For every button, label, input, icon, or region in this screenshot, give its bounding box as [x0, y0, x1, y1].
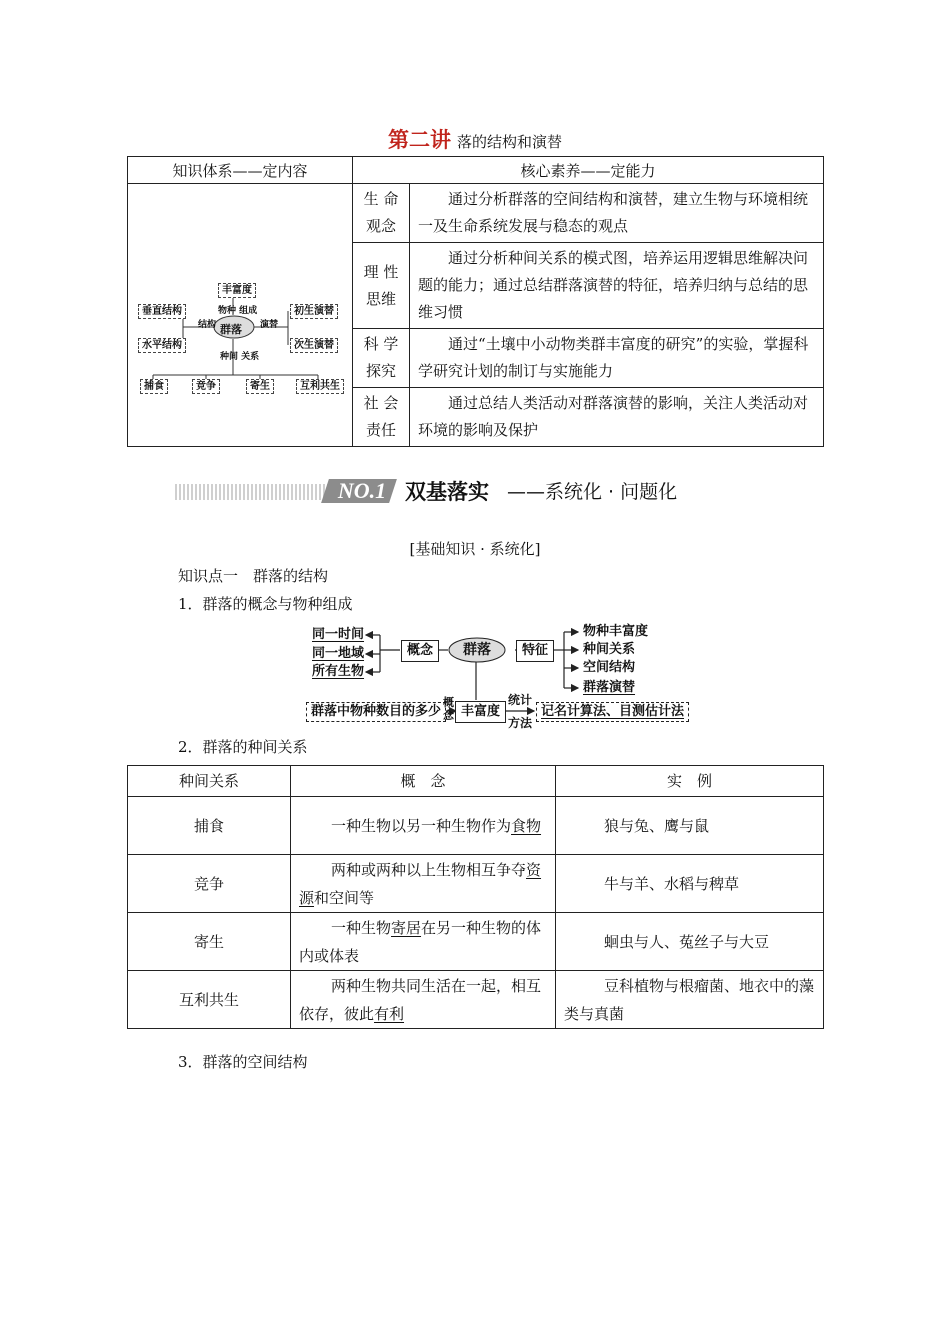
literacy-description: 通过分析种间关系的模式图，培养运用逻辑思维解决问题的能力；通过总结群落演替的特征，培养归纳与总结的思维习惯 [410, 243, 824, 329]
relations-header-concept: 概 念 [291, 766, 556, 797]
statistics-label: 统计 [508, 693, 533, 707]
table-row [128, 855, 824, 913]
statistical-methods: 记名计算法、目测估计法 [536, 702, 689, 722]
table-row [128, 971, 824, 1029]
relation-concept: 两种生物共同生活在一起，相互依存，彼此有利 [291, 971, 556, 1029]
relation-name: 捕食 [128, 797, 291, 855]
relations-header-example: 实 例 [556, 766, 824, 797]
table-row [128, 797, 824, 855]
richness-box: 丰富度 [455, 701, 506, 723]
relation-concept: 一种生物以另一种生物作为食物 [291, 797, 556, 855]
concept-item-same-area: 同一地域 [312, 646, 365, 661]
banner-title: 双基落实 [405, 480, 489, 504]
knowledge-mindmap [128, 187, 352, 443]
mindmap-parasitism: 寄生 [246, 379, 274, 394]
lecture-topic: 落的结构和演替 [456, 133, 562, 151]
richness-concept-label: 概念 [443, 696, 454, 722]
mindmap-horizontal-structure: 水平结构 [138, 338, 186, 353]
overview-header-left: 知识体系——定内容 [128, 157, 353, 184]
feature-interspecific: 种间关系 [583, 642, 636, 657]
knowledge-point-heading: 知识点一 群落的结构 [178, 567, 329, 585]
lecture-title [0, 124, 950, 154]
feature-spatial-structure: 空间结构 [583, 660, 636, 675]
mindmap-right-label: 演替 [260, 320, 279, 330]
overview-header-right: 核心素养——定能力 [353, 157, 824, 184]
feature-box: 特征 [516, 640, 554, 662]
section-tag: [基础知识 · 系统化] [409, 540, 541, 558]
section-banner [175, 478, 775, 508]
mindmap-top-label: 物种 组成 [218, 306, 258, 316]
mindmap-bottom-label: 种间 关系 [220, 352, 260, 362]
item-1-heading: 1．群落的概念与物种组成 [178, 595, 353, 613]
mindmap-primary-succession: 初生演替 [290, 304, 338, 319]
mindmap-richness: 丰富度 [218, 283, 256, 298]
method-label: 方法 [508, 716, 533, 730]
banner-stripes [175, 484, 335, 500]
item-2-heading: 2．群落的种间关系 [178, 738, 308, 756]
banner-subtitle: ——系统化 · 问题化 [507, 481, 678, 503]
relation-example: 蛔虫与人、菟丝子与大豆 [556, 913, 824, 971]
relation-example: 牛与羊、水稻与稗草 [556, 855, 824, 913]
literacy-description: 通过总结人类活动对群落演替的影响，关注人类活动对环境的影响及保护 [410, 388, 824, 447]
mindmap-vertical-structure: 垂直结构 [138, 304, 186, 319]
concept-box: 概念 [401, 640, 439, 662]
community-concept-diagram [300, 620, 690, 730]
mindmap-left-label: 结构 [198, 320, 217, 330]
feature-richness: 物种丰富度 [583, 624, 649, 639]
knowledge-mindmap-cell [128, 184, 353, 447]
mindmap-secondary-succession: 次生演替 [290, 338, 338, 353]
relation-example: 豆科植物与根瘤菌、地衣中的藻类与真菌 [556, 971, 824, 1029]
mindmap-center: 群落 [220, 323, 242, 336]
feature-succession: 群落演替 [583, 680, 636, 695]
literacy-dimension: 生 命 观念 [353, 184, 410, 243]
item-3-heading: 3．群落的空间结构 [178, 1053, 308, 1071]
mindmap-competition: 竞争 [192, 379, 220, 394]
relation-concept: 一种生物寄居在另一种生物的体内或体表 [291, 913, 556, 971]
relation-name: 互利共生 [128, 971, 291, 1029]
banner-number: NO.1 [337, 478, 387, 503]
literacy-dimension: 科 学 探究 [353, 329, 410, 388]
lecture-number: 第二讲 [387, 128, 451, 152]
literacy-dimension: 社 会 责任 [353, 388, 410, 447]
table-row [128, 913, 824, 971]
literacy-dimension: 理 性 思维 [353, 243, 410, 329]
mindmap-mutualism: 互利共生 [296, 379, 344, 394]
richness-definition: 群落中物种数目的多少 [306, 702, 446, 722]
concept-center: 群落 [463, 642, 491, 658]
overview-table [127, 156, 824, 447]
mindmap-predation: 捕食 [140, 379, 168, 394]
concept-item-same-time: 同一时间 [312, 627, 365, 642]
relation-name: 竞争 [128, 855, 291, 913]
relation-example: 狼与兔、鹰与鼠 [556, 797, 824, 855]
relation-name: 寄生 [128, 913, 291, 971]
interspecific-relations-table [127, 765, 824, 1029]
relations-header-type: 种间关系 [128, 766, 291, 797]
literacy-description: 通过“土壤中小动物类群丰富度的研究”的实验，掌握科学研究计划的制订与实施能力 [410, 329, 824, 388]
concept-item-all-organisms: 所有生物 [312, 664, 365, 679]
relation-concept: 两种或两种以上生物相互争夺资源和空间等 [291, 855, 556, 913]
literacy-description: 通过分析群落的空间结构和演替，建立生物与环境相统一及生命系统发展与稳态的观点 [410, 184, 824, 243]
